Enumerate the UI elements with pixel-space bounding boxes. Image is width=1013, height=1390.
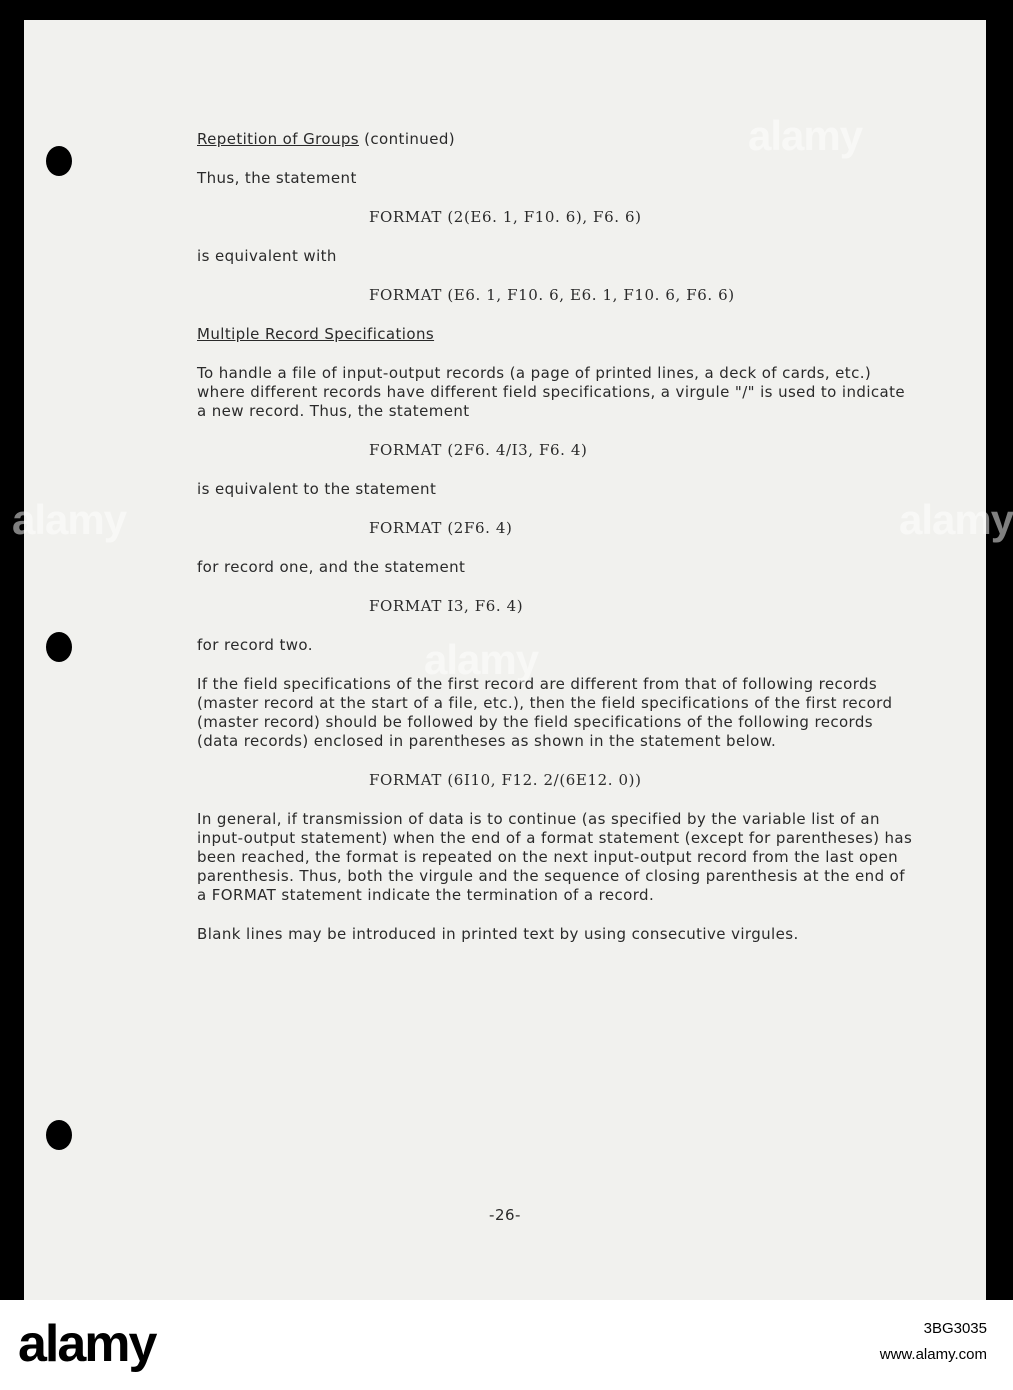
watermark: alamy <box>899 496 1013 543</box>
document-page <box>12 20 1013 1300</box>
format-statement: FORMAT (6I10, F12. 2/(6E12. 0)) <box>369 771 642 789</box>
alamy-logo: alamy <box>18 1315 156 1373</box>
format-statement: FORMAT (2F6. 4/I3, F6. 4) <box>369 441 588 459</box>
paragraph: To handle a file of input-output records (a page of printed lines, a deck of cards, etc.) where different records have different field specifications, a virgule "/" is used to indicate a new record. Thus, the statement <box>197 364 906 420</box>
paragraph: is equivalent to the statement <box>197 480 437 498</box>
paragraph: is equivalent with <box>197 247 337 265</box>
format-statement: FORMAT I3, F6. 4) <box>369 597 524 615</box>
punch-hole <box>46 146 72 176</box>
paragraph: for record one, and the statement <box>197 558 466 576</box>
watermark: alamy <box>424 636 539 683</box>
paragraph: In general, if transmission of data is to continue (as specified by the variable list of an input-output statement) when the end of a format statement (except for parentheses) has been reached, the format is repeated on the next input-output record from the last open parenthesis. Thus, both the virgule and the sequence of closing parenthesis at the end of a FORMAT statement indicate the termination of a record. <box>197 810 913 904</box>
punch-hole <box>46 632 72 662</box>
footer-bar <box>0 1300 1013 1390</box>
paragraph: Blank lines may be introduced in printed text by using consecutive virgules. <box>197 925 799 943</box>
paragraph: for record two. <box>197 636 313 654</box>
punch-hole <box>46 1120 72 1150</box>
watermark: alamy <box>12 496 127 543</box>
format-statement: FORMAT (2(E6. 1, F10. 6), F6. 6) <box>369 208 642 226</box>
paragraph: Thus, the statement <box>197 169 357 187</box>
document-body <box>197 130 917 964</box>
watermark: alamy <box>748 112 863 159</box>
format-statement: FORMAT (2F6. 4) <box>369 519 513 537</box>
paragraph: If the field specifications of the first record are different from that of following records (master record at the start of a file, etc.), then the field specifications of the first record (master record) should be followed by the field specifications of the following records (data records) enclosed in parentheses as shown in the statement below. <box>197 675 893 750</box>
section-heading: Multiple Record Specifications <box>197 325 435 343</box>
format-statement: FORMAT (E6. 1, F10. 6, E6. 1, F10. 6, F6. 6) <box>369 286 735 304</box>
page-number: -26- <box>489 1206 521 1224</box>
site-url: www.alamy.com <box>879 1346 987 1363</box>
image-id: 3BG3035 <box>923 1320 987 1337</box>
section-heading: Repetition of Groups (continued) <box>197 130 456 148</box>
